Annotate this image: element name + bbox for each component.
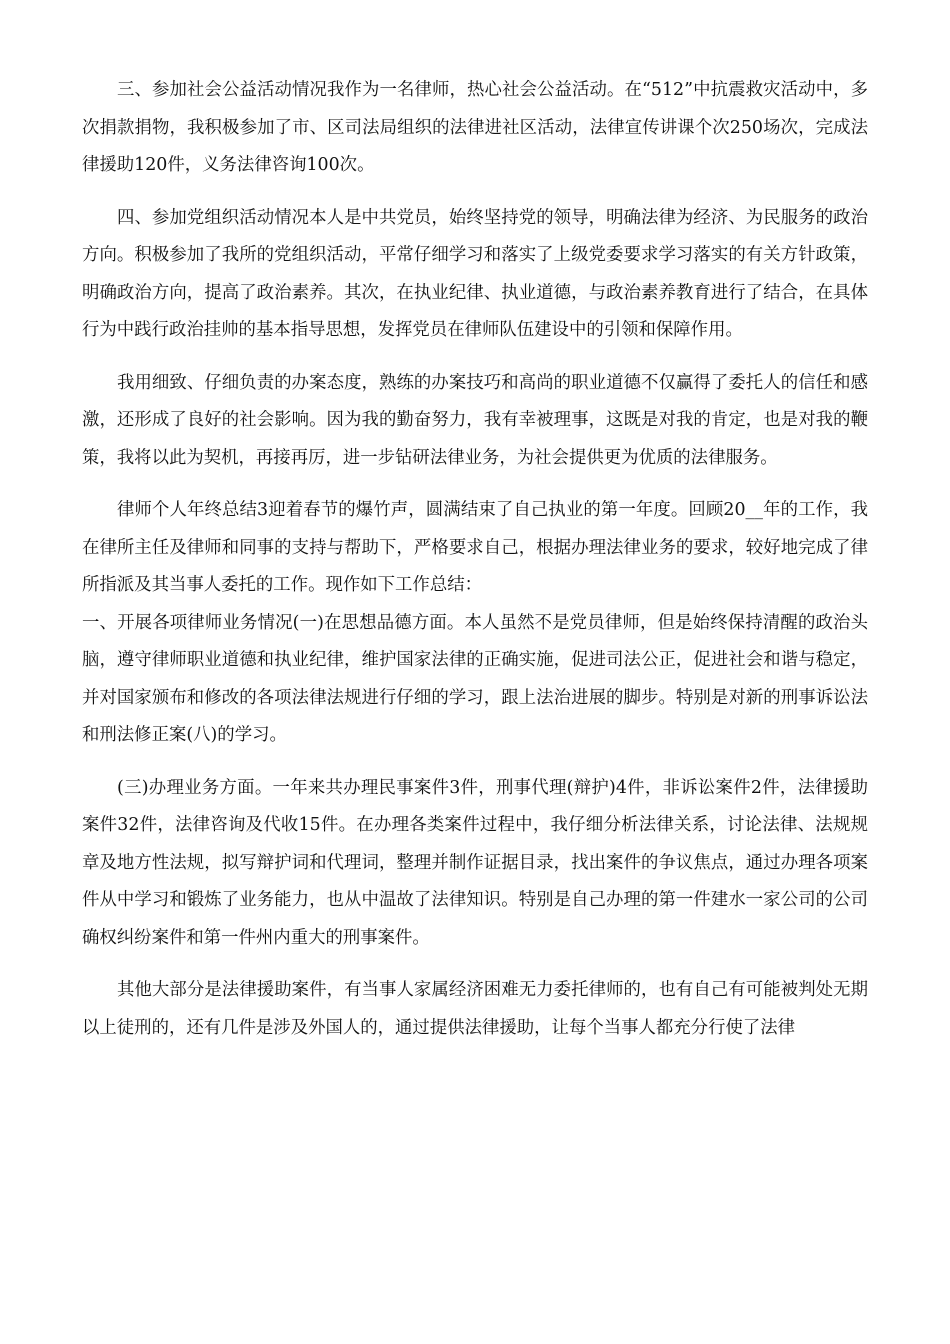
paragraph-work-attitude: 我用细致、仔细负责的办案态度，熟练的办案技巧和高尚的职业道德不仅赢得了委托人的信任和感激，还形成了良好的社会影响。因为我的勤奋努力，我有幸被理事，这既是对我的肯定，也是对我的鞭策，我将以此为契机，再接再厉，进一步钻研法律业务，为社会提供更为优质的法律服务。 — [82, 372, 868, 468]
paragraph-legal-aid: 其他大部分是法律援助案件，有当事人家属经济困难无力委托律师的，也有自己有可能被判处无期以上徒刑的，还有几件是涉及外国人的，通过提供法律援助，让每个当事人都充分行使了法律 — [82, 980, 868, 1038]
document-page — [82, 72, 868, 1047]
paragraph-ideology: 一、开展各项律师业务情况(一)在思想品德方面。本人虽然不是党员律师，但是始终保持清醒的政治头脑，遵守律师职业道德和执业纪律，维护国家法律的正确实施，促进司法公正，促进社会和谐与稳定，并对国家颁布和修改的各项法律法规进行仔细的学习，跟上法治进展的脚步。特别是对新的刑事诉讼法和刑法修正案(八)的学习。 — [82, 612, 868, 745]
paragraph-business-handling: (三)办理业务方面。一年来共办理民事案件3件，刑事代理(辩护)4件，非诉讼案件2件，法律援助案件32件，法律咨询及代收15件。在办理各类案件过程中，我仔细分析法律关系，讨论法律、法规规章及地方性法规，拟写辩护词和代理词，整理并制作证据目录，找出案件的争议焦点，通过办理各项案件从中学习和锻炼了业务能力，也从中温故了法律知识。特别是自己办理的第一件建水一家公司的公司确权纠纷案件和第一件州内重大的刑事案件。 — [82, 777, 868, 948]
paragraph-party-activities: 四、参加党组织活动情况本人是中共党员，始终坚持党的领导，明确法律为经济、为民服务的政治方向。积极参加了我所的党组织活动，平常仔细学习和落实了上级党委要求学习落实的有关方针政策，明确政治方向，提高了政治素养。其次，在执业纪律、执业道德，与政治素养教育进行了结合，在具体行为中践行政治挂帅的基本指导思想，发挥党员在律师队伍建设中的引领和保障作用。 — [82, 207, 868, 340]
paragraph-public-welfare: 三、参加社会公益活动情况我作为一名律师，热心社会公益活动。在“512”中抗震救灾活动中，多次捐款捐物，我积极参加了市、区司法局组织的法律进社区活动，法律宣传讲课个次250场次，完成法律援助120件，义务法律咨询100次。 — [82, 80, 868, 175]
paragraph-year-end-summary: 律师个人年终总结3迎着春节的爆竹声，圆满结束了自己执业的第一年度。回顾20__年的工作，我在律所主任及律师和同事的支持与帮助下，严格要求自己，根据办理法律业务的要求，较好地完成了律所指派及其当事人委托的工作。现作如下工作总结： — [82, 500, 868, 595]
